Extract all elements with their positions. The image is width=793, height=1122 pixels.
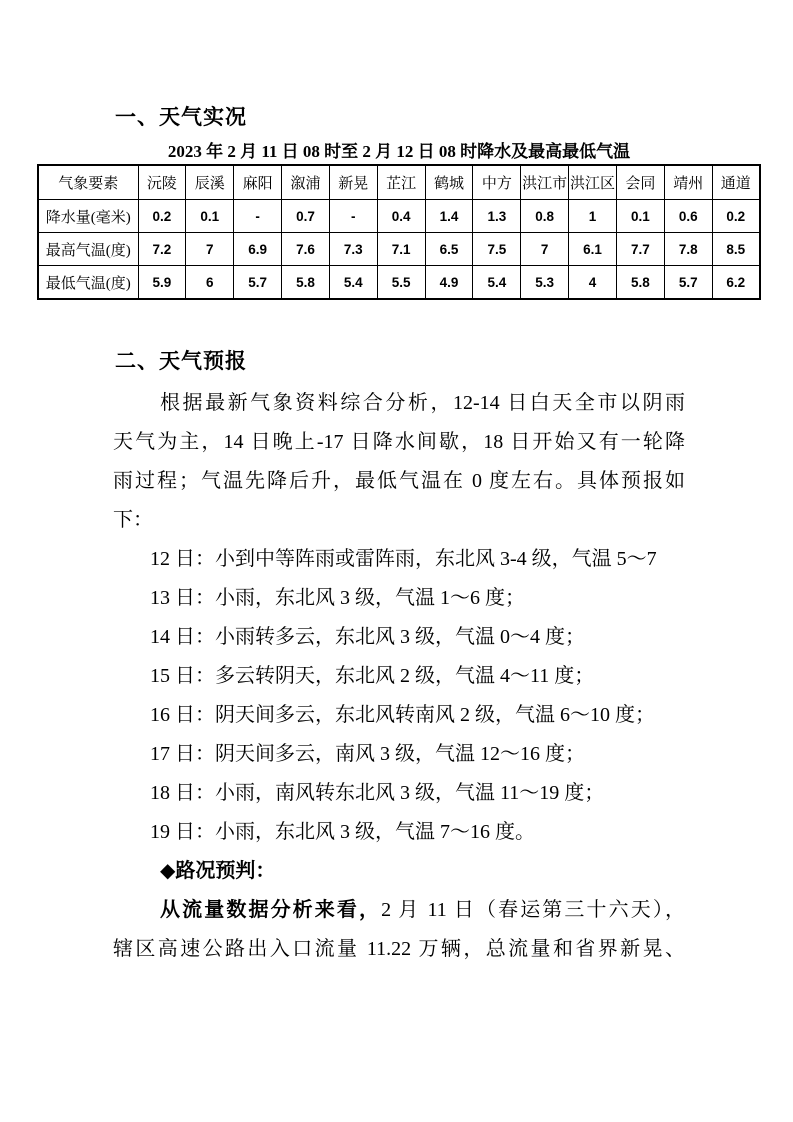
header-cell-station: 会同 xyxy=(616,165,664,200)
road-condition-line: 辖区高速公路出入口流量 11.22 万辆，总流量和省界新晃、 xyxy=(113,938,685,960)
forecast-intro-line: 下： xyxy=(113,509,153,531)
table-cell-value: 5.7 xyxy=(234,266,282,300)
weather-table-title: 2023 年 2 月 11 日 08 时至 2 月 12 日 08 时降水及最高最低气温 xyxy=(167,142,631,161)
header-cell-station: 麻阳 xyxy=(234,165,282,200)
table-cell-value: 0.2 xyxy=(138,200,186,233)
header-cell-element: 气象要素 xyxy=(38,165,138,200)
table-cell-value: 7.5 xyxy=(473,233,521,266)
forecast-day-line: 15 日：多云转阴天，东北风 2 级，气温 4～11 度； xyxy=(150,665,595,687)
header-cell-station: 洪江区 xyxy=(569,165,617,200)
road-condition-line1-rest: 2 月 11 日（春运第三十六天）， xyxy=(381,899,685,921)
table-cell-value: 0.6 xyxy=(664,200,712,233)
header-cell-station: 洪江市 xyxy=(521,165,569,200)
table-cell-value: 5.4 xyxy=(329,266,377,300)
table-cell-value: 0.4 xyxy=(377,200,425,233)
table-cell-value: 0.8 xyxy=(521,200,569,233)
table-cell-value: 7.2 xyxy=(138,233,186,266)
table-cell-value: 1.3 xyxy=(473,200,521,233)
forecast-day-line: 19 日：小雨，东北风 3 级，气温 7～16 度。 xyxy=(150,821,535,843)
table-cell-value: 6.9 xyxy=(234,233,282,266)
table-cell-value: - xyxy=(329,200,377,233)
road-condition-heading: ◆路况预判： xyxy=(160,860,276,882)
forecast-day-line: 12 日：小到中等阵雨或雷阵雨，东北风 3-4 级，气温 5～7 xyxy=(150,548,657,570)
table-cell-value: 1 xyxy=(569,200,617,233)
weather-table xyxy=(37,164,761,300)
table-row-max-temp xyxy=(38,233,760,266)
section-1-heading: 一、天气实况 xyxy=(115,105,247,129)
table-cell-value: 7 xyxy=(521,233,569,266)
table-cell-value: 1.4 xyxy=(425,200,473,233)
table-cell-value: 7.8 xyxy=(664,233,712,266)
header-cell-station: 辰溪 xyxy=(186,165,234,200)
forecast-day-line: 16 日：阴天间多云，东北风转南风 2 级，气温 6～10 度； xyxy=(150,704,655,726)
table-cell-value: 5.8 xyxy=(282,266,330,300)
table-cell-value: 7.3 xyxy=(329,233,377,266)
table-cell-value: 8.5 xyxy=(712,233,760,266)
table-cell-value: 4.9 xyxy=(425,266,473,300)
table-cell-value: 7.6 xyxy=(282,233,330,266)
table-cell-value: 5.9 xyxy=(138,266,186,300)
header-cell-station: 中方 xyxy=(473,165,521,200)
table-cell-value: 5.5 xyxy=(377,266,425,300)
table-cell-value: 7.7 xyxy=(616,233,664,266)
forecast-day-line: 14 日：小雨转多云，东北风 3 级，气温 0～4 度； xyxy=(150,626,585,648)
table-cell-value: - xyxy=(234,200,282,233)
table-cell-value: 7 xyxy=(186,233,234,266)
table-cell-value: 6 xyxy=(186,266,234,300)
road-condition-lead: 从流量数据分析来看， xyxy=(160,899,382,921)
forecast-day-line: 17 日：阴天间多云，南风 3 级，气温 12～16 度； xyxy=(150,743,585,765)
forecast-intro-line: 天气为主，14 日晚上-17 日降水间歇，18 日开始又有一轮降 xyxy=(113,431,685,453)
header-cell-station: 沅陵 xyxy=(138,165,186,200)
table-cell-value: 5.8 xyxy=(616,266,664,300)
forecast-day-line: 18 日：小雨，南风转东北风 3 级，气温 11～19 度； xyxy=(150,782,605,804)
table-cell-value: 7.1 xyxy=(377,233,425,266)
section-2-heading: 二、天气预报 xyxy=(115,349,247,373)
table-cell-value: 6.2 xyxy=(712,266,760,300)
table-cell-value: 5.3 xyxy=(521,266,569,300)
header-cell-station: 鹤城 xyxy=(425,165,473,200)
table-cell-value: 0.1 xyxy=(186,200,234,233)
table-cell-value: 0.2 xyxy=(712,200,760,233)
table-cell-value: 0.7 xyxy=(282,200,330,233)
table-row-precipitation xyxy=(38,200,760,233)
road-condition-line xyxy=(113,891,685,930)
table-cell-value: 6.1 xyxy=(569,233,617,266)
forecast-body xyxy=(113,384,685,969)
forecast-intro-line: 雨过程；气温先降后升，最低气温在 0 度左右。具体预报如 xyxy=(113,470,685,492)
table-cell-value: 4 xyxy=(569,266,617,300)
table-cell-value: 5.7 xyxy=(664,266,712,300)
table-row-min-temp xyxy=(38,266,760,300)
forecast-intro-line: 根据最新气象资料综合分析，12-14 日白天全市以阴雨 xyxy=(160,392,685,414)
forecast-day-line: 13 日：小雨，东北风 3 级，气温 1～6 度； xyxy=(150,587,525,609)
table-cell-value: 5.4 xyxy=(473,266,521,300)
table-cell-value: 6.5 xyxy=(425,233,473,266)
header-cell-station: 靖州 xyxy=(664,165,712,200)
row-label: 最低气温(度) xyxy=(38,266,138,300)
table-cell-value: 0.1 xyxy=(616,200,664,233)
header-cell-station: 新晃 xyxy=(329,165,377,200)
table-header-row xyxy=(38,165,760,200)
header-cell-station: 芷江 xyxy=(377,165,425,200)
header-cell-station: 溆浦 xyxy=(282,165,330,200)
row-label: 降水量(毫米) xyxy=(38,200,138,233)
row-label: 最高气温(度) xyxy=(38,233,138,266)
header-cell-station: 通道 xyxy=(712,165,760,200)
